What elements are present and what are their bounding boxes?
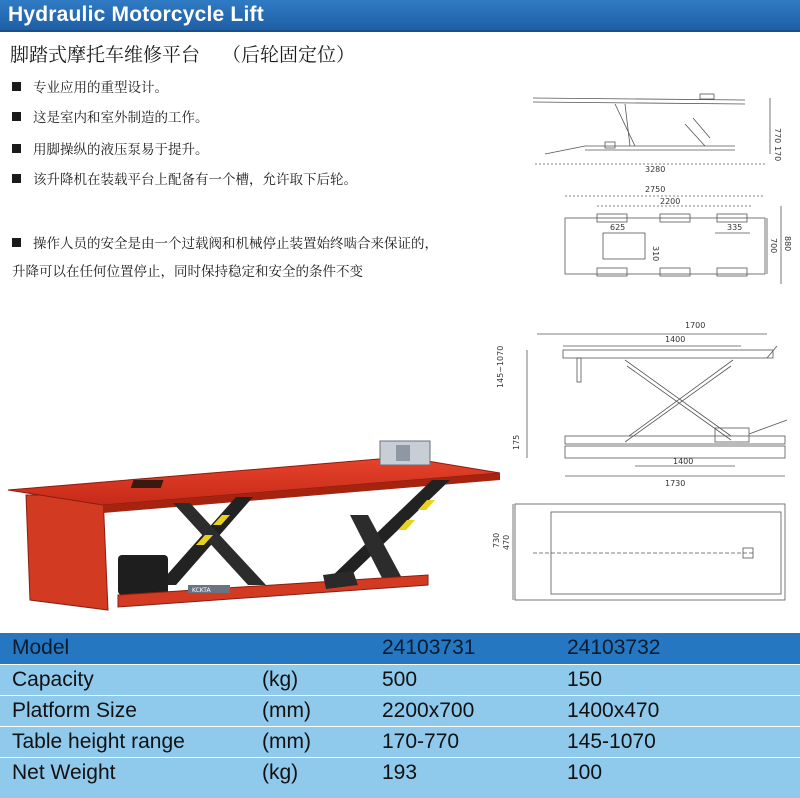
dim-w2-2: 700	[769, 238, 778, 254]
scissor-arm-2	[173, 503, 266, 585]
header-cell-model: Model	[12, 636, 70, 659]
platform-slot	[131, 480, 164, 488]
dim-b-2: 310	[651, 246, 660, 262]
row-unit: (mm)	[262, 699, 311, 722]
row-value-1: 500	[382, 668, 418, 691]
feature-item: 该升降机在装载平台上配备有一个槽，允许取下后轮。	[12, 168, 357, 188]
row-unit: (kg)	[262, 761, 299, 784]
dim-height-1: 770	[773, 128, 782, 144]
feature-item: 用脚操纵的液压泵易于提升。	[12, 138, 209, 158]
clamp-block	[396, 445, 410, 461]
dim-a-2: 625	[610, 223, 626, 232]
dim-low-1: 170	[773, 146, 782, 162]
header-cell-model-2: 24103732	[567, 636, 661, 659]
product-photo	[8, 435, 508, 625]
dim-bottom-total-3: 1730	[665, 479, 686, 488]
top-view-drawing-1	[565, 196, 781, 284]
dim-low-3: 175	[512, 434, 521, 450]
dim-width-2: 880	[783, 236, 792, 252]
row-label: Capacity	[12, 668, 94, 691]
dim-c-2: 335	[727, 223, 743, 232]
row-value-1: 2200x700	[382, 699, 475, 722]
dim-bottom-inner-3: 1400	[673, 457, 694, 466]
page-title: Hydraulic Motorcycle Lift	[8, 3, 264, 26]
row-value-2: 145-1070	[567, 730, 656, 753]
side-view-drawing-2	[527, 334, 787, 476]
dim-top-total-3: 1700	[685, 321, 706, 330]
hydraulic-pump	[118, 555, 168, 595]
safety-item: 操作人员的安全是由一个过载阀和机械停止装置始终啮合来保证的， 升降可以在任何位置停止，同时保持稳定和安全的条件不变	[12, 236, 438, 280]
table-row	[0, 695, 800, 726]
row-value-2: 150	[567, 668, 603, 691]
dim-length-1: 3280	[645, 165, 666, 174]
spec-table	[0, 633, 800, 798]
row-value-1: 193	[382, 761, 418, 784]
bullet-square-icon	[12, 238, 21, 247]
dim-height-3: 145~1070	[496, 345, 505, 388]
subtitle-note: （后轮固定位）	[222, 44, 356, 66]
feature-item: 专业应用的重型设计。	[12, 76, 168, 96]
bullet-square-icon	[12, 112, 21, 121]
feature-item: 这是室内和室外制造的工作。	[12, 106, 209, 126]
dim-inner-2: 2200	[660, 197, 681, 206]
dim-w2-4: 470	[502, 534, 511, 550]
row-value-1: 170-770	[382, 730, 460, 753]
row-value-2: 1400x470	[567, 699, 660, 722]
bullet-square-icon	[12, 82, 21, 91]
row-label: Platform Size	[12, 699, 137, 722]
dim-top-inner-3: 1400	[665, 335, 686, 344]
table-row	[0, 726, 800, 757]
bullet-square-icon	[12, 144, 21, 153]
product-subtitle	[10, 40, 355, 67]
top-view-drawing-2	[513, 504, 785, 600]
row-unit: (kg)	[262, 668, 299, 691]
header-bar	[0, 0, 800, 32]
side-view-drawing-1	[533, 94, 770, 164]
dim-total-2: 2750	[645, 185, 666, 194]
header-cell-model-1: 24103731	[382, 636, 476, 659]
row-value-2: 100	[567, 761, 603, 784]
row-label: Table height range	[12, 730, 185, 753]
row-unit: (mm)	[262, 730, 311, 753]
bullet-square-icon	[12, 174, 21, 183]
row-label: Net Weight	[12, 761, 116, 784]
table-row	[0, 757, 800, 788]
brand-label: KCKTA	[192, 587, 211, 594]
dim-w1-4: 730	[492, 532, 501, 548]
table-row	[0, 664, 800, 695]
technical-drawings	[492, 88, 800, 608]
front-ramp	[26, 495, 108, 610]
spec-header-row	[0, 633, 800, 664]
subtitle-main: 脚踏式摩托车维修平台	[10, 44, 201, 66]
